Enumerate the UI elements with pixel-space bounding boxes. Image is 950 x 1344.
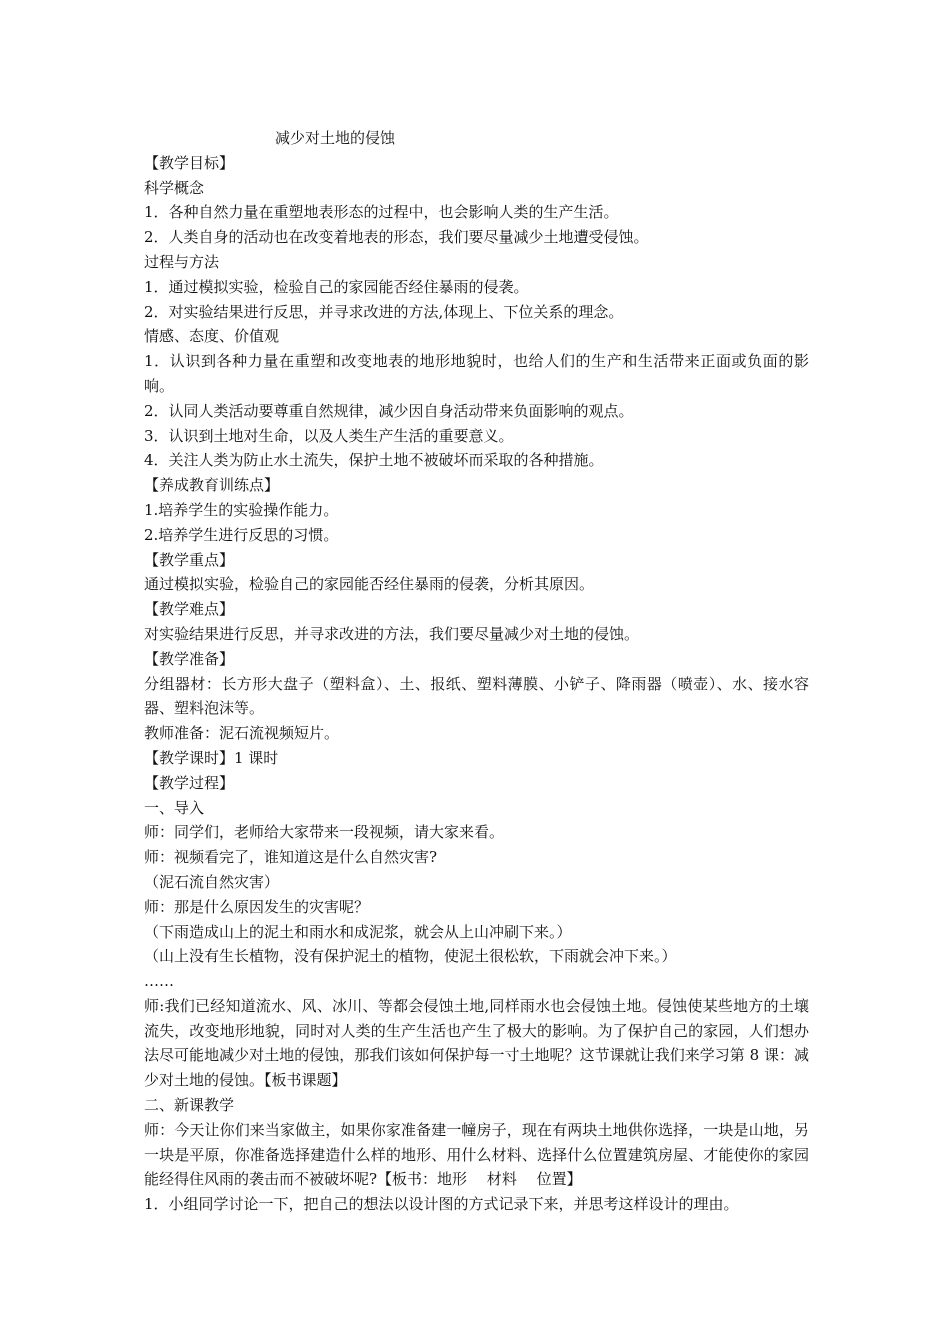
habit-heading: 【养成教育训练点】 (144, 476, 280, 495)
class-hours: 【教学课时】1 课时 (144, 748, 279, 767)
teaching-process-heading: 【教学过程】 (144, 773, 235, 792)
preparation-teacher: 教师准备：泥石流视频短片。 (144, 724, 340, 743)
key-point-heading: 【教学重点】 (144, 550, 235, 569)
process-method-heading: 过程与方法 (144, 252, 220, 271)
intro-line: （下雨造成山上的泥土和雨水和成泥浆，就会从上山冲刷下来。） (144, 922, 572, 941)
intro-paragraph: 师:我们已经知道流水、风、冰川、等都会侵蚀土地,同样雨水也会侵蚀土地。侵蚀使某些地方的土壤流失，改变地形地貌，同时对人类的生产生活也产生了极大的影响。为了保护自己的家园，人们想办法尽可能地减少对土地的侵蚀，那我们该如何保护每一寸土地呢？这节课就让我们来学习第 8 课：减少对土地的侵蚀。【板书课题】 (144, 996, 809, 1090)
emotion-values-item: 3．认识到土地对生命，以及人类生产生活的重要意义。 (144, 426, 514, 445)
emotion-values-item: 4．关注人类为防止水土流失，保护土地不被破坏而采取的各种措施。 (144, 451, 604, 470)
document-body (144, 126, 809, 1217)
key-point-text: 通过模拟实验，检验自己的家园能否经住暴雨的侵袭，分析其原因。 (144, 575, 595, 594)
new-lesson-heading: 二、新课教学 (144, 1096, 235, 1115)
preparation-heading: 【教学准备】 (144, 649, 235, 668)
intro-heading: 一、导入 (144, 798, 205, 817)
document-title: 减少对土地的侵蚀 (275, 129, 396, 147)
difficulty-heading: 【教学难点】 (144, 600, 235, 619)
difficulty-text: 对实验结果进行反思，并寻求改进的方法，我们要尽量减少对土地的侵蚀。 (144, 624, 640, 643)
emotion-values-heading: 情感、态度、价值观 (144, 327, 280, 346)
emotion-values-item: 1．认识到各种力量在重塑和改变地表的地形地貌时，也给人们的生产和生活带来正面或负面的影响。 (144, 352, 809, 395)
intro-line: （山上没有生长植物，没有保护泥土的植物，使泥土很松软，下雨就会冲下来。） (144, 947, 677, 966)
habit-item: 2.培养学生进行反思的习惯。 (144, 525, 339, 544)
intro-line: 师：那是什么原因发生的灾害呢？ (144, 897, 370, 916)
sci-concept-item: 1．各种自然力量在重塑地表形态的过程中，也会影响人类的生产生活。 (144, 203, 619, 222)
new-lesson-paragraph: 师：今天让你们来当家做主，如果你家准备建一幢房子，现在有两块土地供你选择，一块是山地，另一块是平原，你准备选择建造什么样的地形、用什么材料、选择什么位置建筑房屋、才能使你的家园能经得住风雨的袭击而不被破坏呢?【板书：地形 材料 位置】 (144, 1120, 809, 1189)
process-method-item: 2．对实验结果进行反思，并寻求改进的方法,体现上、下位关系的理念。 (144, 302, 624, 321)
intro-line: 师：同学们，老师给大家带来一段视频，请大家来看。 (144, 823, 505, 842)
goals-heading: 【教学目标】 (144, 153, 235, 172)
process-method-item: 1．通过模拟实验，检验自己的家园能否经住暴雨的侵袭。 (144, 277, 529, 296)
sci-concept-item: 2．人类自身的活动也在改变着地表的形态，我们要尽量减少土地遭受侵蚀。 (144, 228, 649, 247)
habit-item: 1.培养学生的实验操作能力。 (144, 500, 339, 519)
emotion-values-item: 2．认同人类活动要尊重自然规律，减少因自身活动带来负面影响的观点。 (144, 401, 634, 420)
intro-line: …… (144, 972, 174, 991)
preparation-group-materials: 分组器材：长方形大盘子（塑料盒）、土、报纸、塑料薄膜、小铲子、降雨器（喷壶）、水、接水容器、塑料泡沫等。 (144, 674, 809, 718)
intro-line: 师：视频看完了，谁知道这是什么自然灾害? (144, 848, 438, 867)
step-one-text: 1．小组同学讨论一下，把自己的想法以设计图的方式记录下来，并思考这样设计的理由。 (144, 1195, 739, 1214)
intro-line: （泥石流自然灾害） (144, 872, 280, 891)
sci-concept-heading: 科学概念 (144, 178, 205, 197)
